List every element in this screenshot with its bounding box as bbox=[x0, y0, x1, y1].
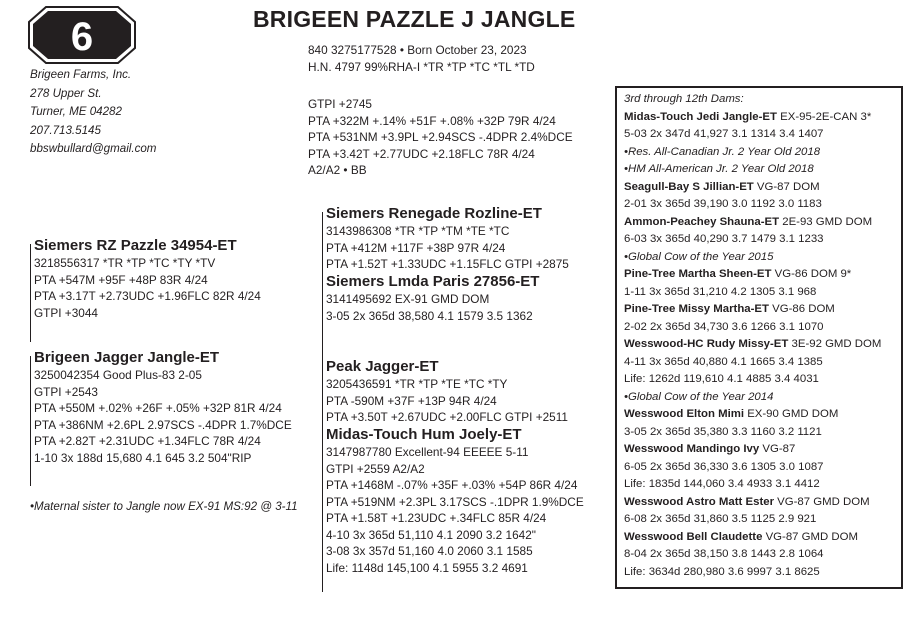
sire-sire-line: PTA +1.52T +1.33UDC +1.15FLC GTPI +2875 bbox=[326, 257, 569, 271]
dam-note: •Global Cow of the Year 2014 bbox=[624, 390, 774, 403]
dam-record: 6-05 2x 365d 36,330 3.6 1305 3.0 1087 bbox=[624, 460, 824, 473]
dam-name: Wesswood Astro Matt Ester bbox=[624, 495, 775, 508]
sire-line: PTA +547M +95F +48P 83R 4/24 bbox=[34, 272, 208, 287]
dam-dam-line: 3-08 3x 357d 51,160 4.0 2060 3.1 1585 bbox=[326, 544, 533, 558]
dam-class: VG-87 bbox=[759, 443, 796, 455]
dam-record: 5-03 2x 347d 41,927 3.1 1314 3.4 1407 bbox=[624, 128, 824, 140]
farm-name: Brigeen Farms, Inc. bbox=[30, 68, 132, 81]
dam-name: Pine-Tree Martha Sheen-ET bbox=[624, 268, 772, 280]
animal-id-line: 840 3275177528 • Born October 23, 2023 bbox=[308, 43, 527, 57]
dam-sire-name: Peak Jagger-ET bbox=[326, 358, 439, 375]
dams-box bbox=[615, 86, 903, 589]
lot-number-badge bbox=[28, 6, 136, 64]
sire-sire-block bbox=[326, 204, 569, 273]
dam-record: 4-11 3x 365d 40,880 4.1 1665 3.4 1385 bbox=[624, 355, 823, 368]
dam-sire-line: 3205436591 *TR *TP *TE *TC *TY bbox=[326, 377, 508, 391]
dam-dam-name: Midas-Touch Hum Joely-ET bbox=[326, 426, 522, 443]
dam-name: Wesswood Bell Claudette bbox=[624, 530, 763, 543]
sire-line: GTPI +3044 bbox=[34, 305, 98, 320]
sire-sire-line: 3143986308 *TR *TP *TM *TE *TC bbox=[326, 224, 510, 238]
dam-block bbox=[34, 348, 292, 466]
animal-id-block bbox=[308, 42, 535, 75]
farm-city: Turner, ME 04282 bbox=[30, 105, 122, 118]
dam-class: VG-87 GMD DOM bbox=[774, 495, 870, 508]
dam-note: •Global Cow of the Year 2015 bbox=[624, 250, 774, 263]
sire-dam-line: 3-05 2x 365d 38,580 4.1 1579 3.5 1362 bbox=[326, 308, 533, 323]
octagon-badge-icon bbox=[28, 6, 136, 64]
sire-dam-name: Siemers Lmda Paris 27856-ET bbox=[326, 273, 540, 290]
sire-dam-line: 3141495692 EX-91 GMD DOM bbox=[326, 292, 490, 306]
dam-name: Ammon-Peachey Shauna-ET bbox=[624, 215, 780, 228]
dam-name: Midas-Touch Jedi Jangle-ET bbox=[624, 110, 777, 123]
dam-entry-name bbox=[624, 336, 901, 354]
dam-dam-line: Life: 1148d 145,100 4.1 5955 3.2 4691 bbox=[326, 560, 528, 575]
maternal-note: •Maternal sister to Jangle now EX-91 MS:92 @ 3-11 bbox=[30, 500, 298, 513]
genomic-line: GTPI +2745 bbox=[308, 97, 372, 111]
dam-sire-line: PTA -590M +37F +13P 94R 4/24 bbox=[326, 393, 497, 408]
dam-record: Life: 1835d 144,060 3.4 4933 3.1 4412 bbox=[624, 478, 820, 490]
sire-dam-block bbox=[326, 272, 539, 324]
dams-heading: 3rd through 12th Dams: bbox=[624, 93, 744, 105]
dam-name: Seagull-Bay S Jillian-ET bbox=[624, 180, 754, 193]
dam-dam-line: 3147987780 Excellent-94 EEEEE 5-11 bbox=[326, 445, 529, 459]
sire-sire-name: Siemers Renegade Rozline-ET bbox=[326, 205, 542, 222]
lot-number: 6 bbox=[70, 15, 94, 59]
animal-genomic-block bbox=[308, 96, 573, 179]
genomic-line: A2/A2 • BB bbox=[308, 163, 367, 177]
genomic-line: PTA +531NM +3.9PL +2.94SCS -.4DPR 2.4%DCE bbox=[308, 130, 573, 144]
dam-name: Pine-Tree Missy Martha-ET bbox=[624, 303, 769, 315]
dam-record: 3-05 2x 365d 35,380 3.3 1160 3.2 1121 bbox=[624, 425, 822, 438]
sire-line: PTA +3.17T +2.73UDC +1.96FLC 82R 4/24 bbox=[34, 289, 261, 303]
dam-line: 1-10 3x 188d 15,680 4.1 645 3.2 504"RIP bbox=[34, 450, 252, 465]
sire-line: 3218556317 *TR *TP *TC *TY *TV bbox=[34, 256, 216, 270]
farm-email[interactable]: bbswbullard@gmail.com bbox=[30, 142, 157, 155]
dam-entry-name bbox=[624, 406, 901, 424]
sire-block bbox=[34, 236, 261, 321]
sire-name: Siemers RZ Pazzle 34954-ET bbox=[34, 237, 237, 254]
dam-class: VG-87 GMD DOM bbox=[762, 530, 858, 543]
dam-name: Brigeen Jagger Jangle-ET bbox=[34, 349, 220, 366]
dam-dam-line: 4-10 3x 365d 51,110 4.1 2090 3.2 1642" bbox=[326, 527, 536, 542]
dam-entry-name bbox=[624, 179, 901, 197]
dam-dam-line: PTA +1.58T +1.23UDC +.34FLC 85R 4/24 bbox=[326, 511, 547, 525]
dam-line: GTPI +2543 bbox=[34, 384, 98, 399]
dam-line: PTA +386NM +2.6PL 2.97SCS -.4DPR 1.7%DCE bbox=[34, 417, 292, 432]
dam-record: 8-04 2x 365d 38,150 3.8 1443 2.8 1064 bbox=[624, 548, 824, 560]
genomic-line: PTA +3.42T +2.77UDC +2.18FLC 78R 4/24 bbox=[308, 146, 535, 161]
dam-dam-line: GTPI +2559 A2/A2 bbox=[326, 461, 425, 476]
page-title: BRIGEEN PAZZLE J JANGLE bbox=[253, 6, 576, 32]
animal-id-line: H.N. 4797 99%RHA-I *TR *TP *TC *TL *TD bbox=[308, 59, 535, 74]
pedigree-bracket bbox=[30, 244, 31, 342]
genomic-line: PTA +322M +.14% +51F +.08% +32P 79R 4/24 bbox=[308, 113, 556, 128]
dam-class: EX-90 GMD DOM bbox=[744, 408, 839, 420]
dam-line: PTA +550M +.02% +26F +.05% +32P 81R 4/24 bbox=[34, 401, 282, 415]
dam-class: 3E-92 GMD DOM bbox=[788, 338, 882, 350]
dam-line: PTA +2.82T +2.31UDC +1.34FLC 78R 4/24 bbox=[34, 434, 261, 448]
dam-class: VG-86 DOM 9* bbox=[771, 268, 852, 280]
dam-entry-name bbox=[624, 266, 901, 284]
dam-class: EX-95-2E-CAN 3* bbox=[776, 110, 872, 123]
dam-name: Wesswood Mandingo Ivy bbox=[624, 443, 760, 455]
dam-record: 2-02 2x 365d 34,730 3.6 1266 3.1 1070 bbox=[624, 320, 824, 333]
dam-record: Life: 1262d 119,610 4.1 4885 3.4 4031 bbox=[624, 373, 819, 385]
dam-sire-line: PTA +3.50T +2.67UDC +2.00FLC GTPI +2511 bbox=[326, 410, 568, 424]
dam-note: •Res. All-Canadian Jr. 2 Year Old 2018 bbox=[624, 145, 821, 158]
dam-class: VG-86 DOM bbox=[768, 303, 835, 315]
dam-sire-block bbox=[326, 357, 568, 426]
sire-sire-line: PTA +412M +117F +38P 97R 4/24 bbox=[326, 240, 506, 255]
dam-dam-line: PTA +1468M -.07% +35F +.03% +54P 86R 4/24 bbox=[326, 478, 578, 492]
dam-entry-name bbox=[624, 109, 901, 127]
dam-dam-block bbox=[326, 425, 584, 576]
farm-info bbox=[30, 66, 156, 159]
pedigree-bracket bbox=[322, 366, 323, 592]
dam-line: 3250042354 Good Plus-83 2-05 bbox=[34, 368, 202, 382]
dam-record: 1-11 3x 365d 31,210 4.2 1305 3.1 968 bbox=[624, 285, 817, 298]
dam-record: 2-01 3x 365d 39,190 3.0 1192 3.0 1183 bbox=[624, 198, 822, 210]
dam-entry-name bbox=[624, 214, 901, 232]
dam-name: Wesswood Elton Mimi bbox=[624, 408, 745, 420]
dam-record: Life: 3634d 280,980 3.6 9997 3.1 8625 bbox=[624, 565, 820, 578]
dam-note: •HM All-American Jr. 2 Year Old 2018 bbox=[624, 163, 814, 175]
pedigree-bracket bbox=[322, 212, 323, 372]
dam-dam-line: PTA +519NM +2.3PL 3.17SCS -.1DPR 1.9%DCE bbox=[326, 494, 584, 509]
dam-record: 6-03 3x 365d 40,290 3.7 1479 3.1 1233 bbox=[624, 233, 824, 245]
dam-entry-name bbox=[624, 441, 901, 459]
dam-class: 2E-93 GMD DOM bbox=[779, 215, 873, 228]
farm-street: 278 Upper St. bbox=[30, 86, 102, 100]
dam-record: 6-08 2x 365d 31,860 3.5 1125 2.9 921 bbox=[624, 513, 817, 525]
pedigree-bracket bbox=[30, 356, 31, 486]
dam-class: VG-87 DOM bbox=[753, 180, 820, 193]
farm-phone: 207.713.5145 bbox=[30, 123, 101, 137]
dam-entry-name bbox=[624, 494, 901, 512]
dam-entry-name bbox=[624, 301, 901, 319]
dam-entry-name bbox=[624, 529, 901, 547]
dam-name: Wesswood-HC Rudy Missy-ET bbox=[624, 338, 789, 350]
